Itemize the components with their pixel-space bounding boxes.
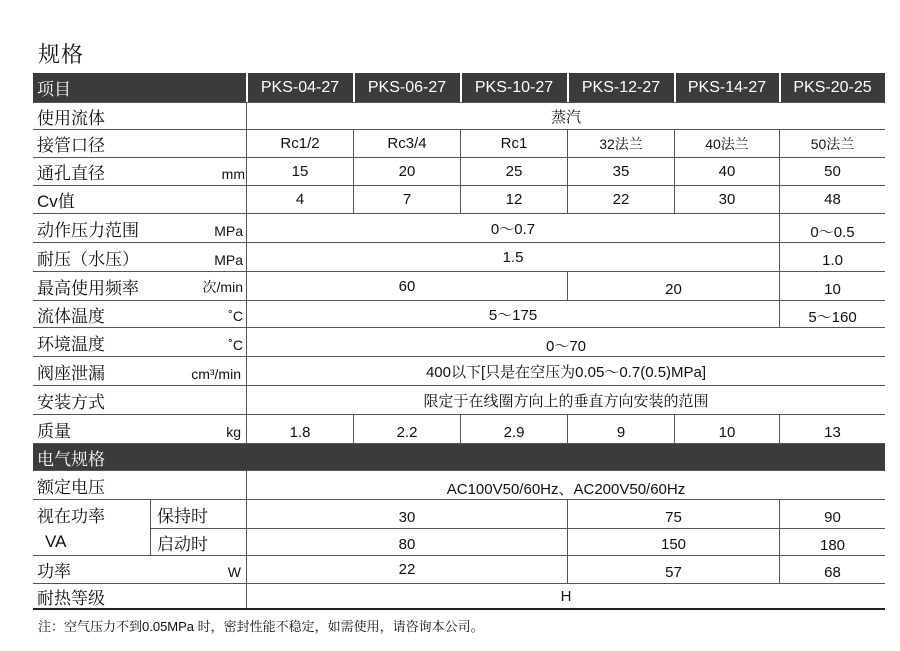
cell: 68 — [824, 564, 841, 581]
cell: 57 — [665, 564, 682, 581]
cell: Rc1 — [500, 135, 528, 152]
cell: 50法兰 — [810, 135, 855, 152]
row-label: 流体温度 — [37, 306, 105, 326]
cell: 32法兰 — [599, 135, 643, 152]
row-label: 使用流体 — [37, 108, 105, 128]
cell: 12 — [505, 191, 523, 208]
cell: 0～0.5 — [810, 223, 855, 241]
cell: 30 — [398, 508, 416, 526]
cell: 限定于在线圈方向上的垂直方向安装的范围 — [423, 392, 709, 410]
row-label: 视在功率 — [37, 506, 105, 526]
cell: 10 — [824, 280, 841, 298]
electrical-header — [33, 444, 885, 471]
row-op-pressure — [33, 214, 885, 243]
cell: 1.8 — [289, 423, 311, 441]
unit-label: 次/min — [202, 279, 243, 295]
cell: 22 — [398, 561, 416, 578]
row-insulation — [33, 584, 885, 610]
row-ambient-temp — [33, 328, 885, 357]
cell: 15 — [291, 163, 309, 180]
cell: 20 — [665, 280, 682, 298]
row-label: 阀座泄漏 — [37, 363, 105, 383]
unit-label: VA — [45, 532, 67, 551]
cell: 4 — [295, 191, 305, 208]
cell: 50 — [824, 163, 841, 180]
row-port — [33, 130, 885, 158]
row-label: 接管口径 — [37, 136, 105, 155]
cell: 60 — [398, 277, 416, 295]
cell: 9 — [616, 423, 626, 441]
cell: AC100V50/60Hz、AC200V50/60Hz — [446, 480, 686, 498]
row-label: 功率 — [37, 562, 71, 581]
row-label: 环境温度 — [37, 334, 105, 354]
cell: 10 — [718, 423, 736, 441]
cell: 75 — [665, 508, 682, 526]
unit-label: W — [227, 564, 241, 580]
cell: 35 — [612, 163, 630, 180]
cell: 0～70 — [545, 337, 587, 355]
cell: 25 — [505, 163, 523, 180]
row-seat-leak — [33, 357, 885, 386]
header-row — [33, 73, 885, 103]
cell: 0～0.7 — [490, 220, 536, 238]
cell: H — [560, 587, 572, 605]
row-cv — [33, 186, 885, 214]
unit-label: mm — [221, 166, 245, 182]
row-label: Cv值 — [37, 192, 75, 211]
cell: 1.5 — [502, 248, 524, 266]
unit-label: ˚C — [228, 337, 243, 353]
cell: 13 — [824, 423, 841, 441]
cell: 蒸汽 — [550, 108, 581, 126]
unit-label: kg — [226, 424, 241, 440]
model-header: PKS-10-27 — [474, 78, 554, 96]
cell: 40 — [718, 163, 736, 180]
row-fluid — [33, 103, 885, 130]
row-proof-pressure — [33, 243, 885, 272]
row-label: 安装方式 — [37, 392, 105, 412]
cell: 5～175 — [488, 306, 538, 324]
cell: 150 — [660, 535, 687, 553]
cell: 180 — [819, 536, 846, 554]
cell: 22 — [612, 191, 630, 208]
cell: 5～160 — [808, 308, 857, 326]
unit-label: MPa — [214, 252, 243, 268]
row-power — [33, 556, 885, 584]
section-label: 电气规格 — [37, 449, 105, 469]
model-header: PKS-12-27 — [581, 78, 661, 96]
spec-table — [33, 73, 885, 610]
model-header: PKS-14-27 — [687, 78, 767, 96]
cell: 48 — [824, 191, 841, 208]
cell: Rc1/2 — [280, 135, 320, 152]
cell: 40法兰 — [705, 135, 749, 152]
row-apparent-power — [33, 500, 885, 556]
cell: 400以下[只是在空压为0.05～0.7(0.5)MPa] — [425, 363, 707, 381]
cell: Rc3/4 — [387, 135, 427, 152]
cell: 1.0 — [822, 251, 843, 269]
row-max-freq — [33, 272, 885, 301]
row-label: 最高使用频率 — [37, 278, 139, 298]
cell: 2.2 — [396, 423, 418, 441]
cell: 90 — [824, 508, 841, 526]
sub-label: 启动时 — [157, 534, 208, 554]
cell: 7 — [402, 191, 412, 208]
row-label: 耐热等级 — [37, 588, 105, 608]
cell: 30 — [718, 191, 736, 208]
row-mass — [33, 415, 885, 444]
page-title: 规格 — [38, 42, 85, 67]
row-label: 额定电压 — [37, 477, 105, 497]
unit-label: ˚C — [228, 308, 243, 324]
row-orifice — [33, 158, 885, 186]
footnote: 注：空气压力不到0.05MPa 时，密封性能不稳定，如需使用，请咨询本公司。 — [38, 619, 484, 634]
row-label: 质量 — [37, 421, 71, 441]
unit-label: cm³/min — [191, 366, 241, 382]
model-header: PKS-20-25 — [793, 78, 872, 96]
sub-label: 保持时 — [157, 506, 208, 526]
row-fluid-temp — [33, 301, 885, 328]
model-header: PKS-06-27 — [367, 78, 447, 96]
cell: 20 — [398, 163, 416, 180]
row-label: 通孔直径 — [37, 164, 105, 183]
row-label: 耐压（水压） — [37, 249, 139, 269]
row-rated-voltage — [33, 471, 885, 500]
cell: 2.9 — [503, 423, 525, 441]
header-item-label: 项目 — [37, 80, 71, 99]
row-label: 动作压力范围 — [37, 220, 139, 240]
row-mounting — [33, 386, 885, 415]
model-header: PKS-04-27 — [260, 78, 340, 96]
unit-label: MPa — [214, 223, 243, 239]
cell: 80 — [398, 535, 416, 553]
